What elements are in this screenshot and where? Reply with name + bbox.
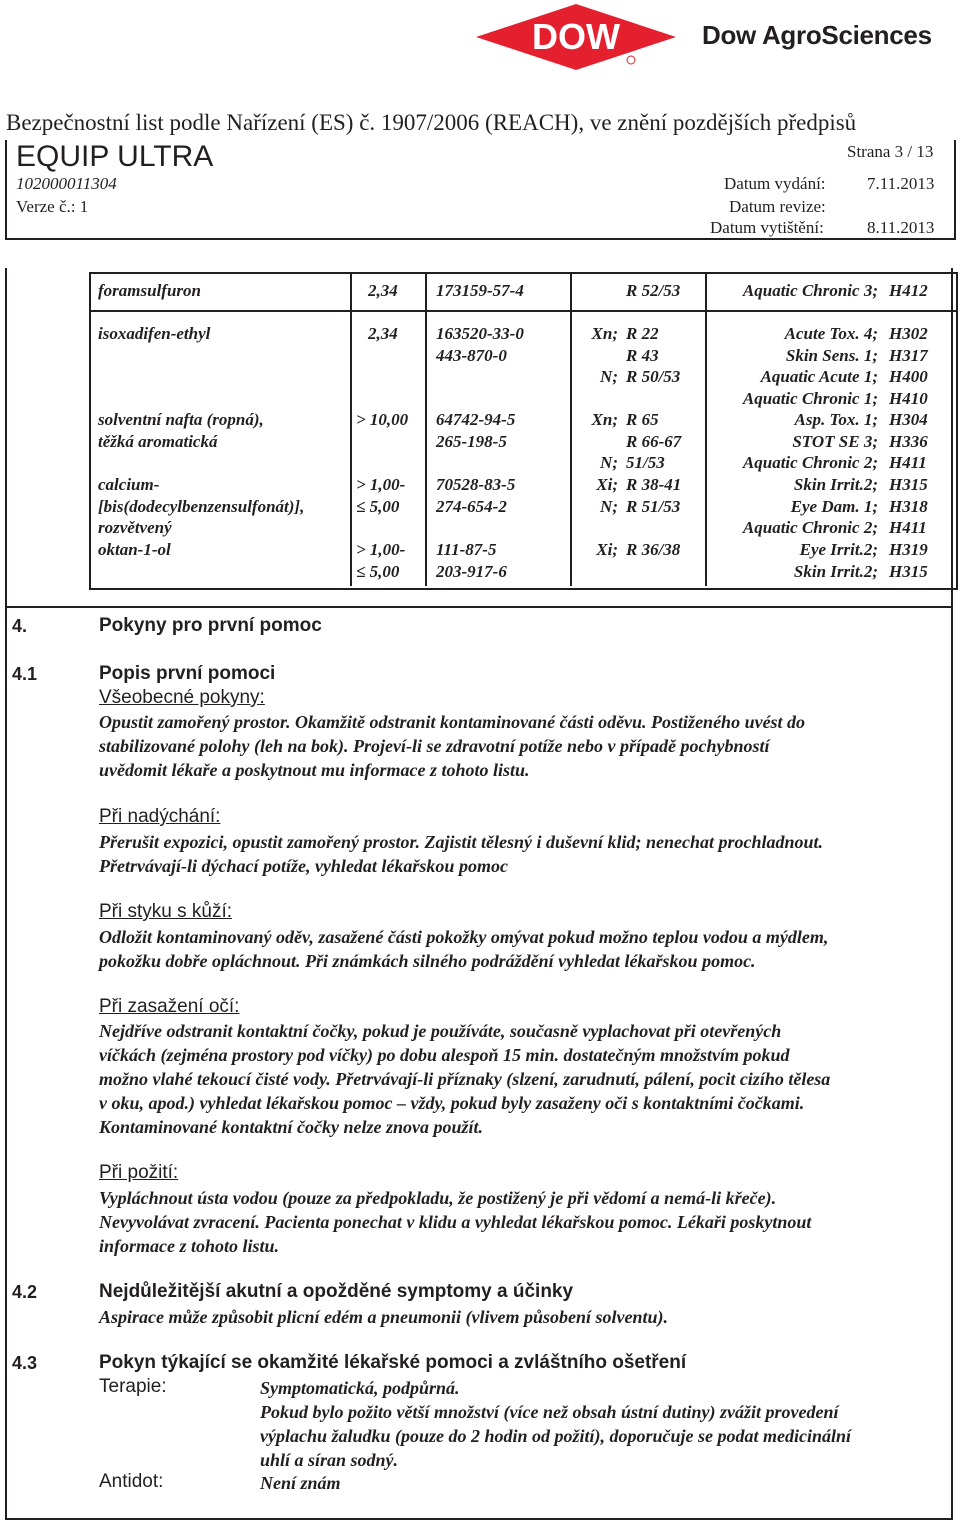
symbol [570, 431, 618, 453]
ec-number: 203-917-6 [436, 561, 507, 581]
revision-label: Datum revize: [729, 197, 826, 216]
hazard-category: Aquatic Chronic 2; [742, 518, 878, 538]
eye-instructions: Nejdříve odstranit kontaktní čočky, pokud je používáte, současně vyplachovat při otevřených víčkách (zejména prostory pod víčky) po dobu alespoň 15 min. dostatečným množstvím pokud možno vlahé tekoucí čisté vody. Přetrvávají-li příznaky (slzení, zarudnutí, pálení, pocit cizího tělesa v oku, apod.) vyhledat lékařskou pomoc – vždy, pokud byly zasaženy oči s kontaktními čočkami. Kontaminované kontaktní čočky nelze znova použít. [99, 1021, 831, 1137]
brand-name: Dow AgroSciences [702, 20, 932, 50]
r-phrase: R 43 [626, 345, 659, 365]
dow-diamond-logo [476, 2, 676, 72]
subsection-title: Pokyn týkající se okamžité lékařské pomoci a zvláštního ošetření [99, 1352, 687, 1373]
table-col-divider [425, 272, 427, 586]
hazard-category: Aquatic Chronic 3; [742, 281, 878, 300]
symbol: Xn; [591, 324, 618, 343]
version: Verze č.: 1 [16, 197, 89, 216]
product-name: EQUIP ULTRA [16, 140, 214, 173]
table-row [98, 280, 201, 302]
cas-number: 111-87-5 [436, 540, 497, 559]
antidote-text: Není znám [260, 1473, 341, 1493]
hazard-category: Eye Dam. 1; [790, 496, 878, 516]
therapy-text: Symptomatická, podpůrná. Pokud bylo požito větší množství (více než obsah ústní dutiny) zvážit provedení výplachu žaludku (pouze do 2 hodin od požití), doporučuje se podat medicinální uhlí a síran sodný. [260, 1378, 852, 1470]
h-statement: H336 [889, 431, 928, 451]
r-phrase: R 52/53 [626, 281, 681, 300]
h-statement: H400 [889, 367, 928, 387]
symbol: Xn; [591, 410, 618, 429]
concentration: > 10,00 [356, 410, 409, 429]
logo-text: DOW [532, 16, 620, 57]
inhalation-instructions: Přerušit expozici, opustit zamořený prostor. Zajistit tělesný i duševní klid; nenechat prochladnout. Přetrvávají-li dýchací potíže, vyhledat lékařskou pomoc [99, 832, 824, 876]
substance-name: isoxadifen-ethyl [98, 324, 211, 343]
hazard-category: Aquatic Acute 1; [760, 367, 878, 387]
h-statement: H412 [889, 281, 928, 300]
section-divider [5, 606, 953, 608]
concentration: > 1,00- [356, 475, 406, 494]
h-statement: H304 [889, 410, 928, 429]
skin-instructions: Odložit kontaminovaný oděv, zasažené části pokožky omývat pokud možno teplou vodou a mýdlem, pokožku dobře opláchnout. Při známkách silného podráždění vyhledat lékařskou pomoc. [99, 927, 829, 971]
print-label: Datum vytištění: [710, 218, 824, 237]
section-bottom-line [5, 1518, 953, 1520]
r-phrase: R 22 [626, 324, 659, 343]
r-phrase: R 50/53 [626, 367, 681, 387]
hazard-category: Skin Irrit.2; [793, 561, 878, 581]
h-statement: H318 [889, 496, 928, 516]
substance-name: těžká aromatická [98, 431, 218, 451]
h-statement: H302 [889, 324, 928, 343]
general-instructions: Opustit zamořený prostor. Okamžitě odstranit kontaminované části oděvu. Postiženého uvést do stabilizované polohy (leh na bok). Projeví-li se zdravotní potíže nebo v případě pochybností uvědomit lékaře a poskytnout mu informace z tohoto listu. [99, 712, 806, 780]
table-col-divider [350, 272, 352, 586]
concentration: 2,34 [368, 324, 398, 343]
issue-date: 7.11.2013 [867, 174, 935, 193]
r-phrase: 51/53 [626, 453, 665, 473]
cas-number: 163520-33-0 [436, 324, 524, 343]
section-title: Pokyny pro první pomoc [99, 615, 322, 636]
hazard-category: Aquatic Chronic 1; [742, 388, 878, 408]
antidote-label: Antidot: [99, 1471, 164, 1492]
table-row [98, 323, 210, 345]
hazard-category: Eye Irrit.2; [799, 540, 878, 559]
skin-label: Při styku s kůží: [99, 901, 233, 922]
symptoms-text: Aspirace může způsobit plicní edém a pneumonii (vlivem působení solventu). [99, 1307, 669, 1327]
substance-name: rozvětvený [98, 518, 172, 538]
r-phrase: R 51/53 [626, 496, 681, 516]
h-statement: H315 [889, 475, 928, 494]
substance-name: oktan-1-ol [98, 540, 171, 559]
symbol [570, 345, 618, 367]
subsection-number: 4.1 [12, 664, 38, 684]
h-statement: H319 [889, 540, 928, 559]
ec-number: 443-870-0 [436, 345, 507, 365]
symbol: Xi; [596, 475, 618, 494]
symbol: N; [600, 453, 618, 473]
product-code: 102000011304 [16, 174, 117, 193]
concentration: ≤ 5,00 [356, 561, 400, 581]
hazard-category: Aquatic Chronic 2; [742, 453, 878, 473]
subsection-number: 4.2 [12, 1282, 38, 1302]
table-row [98, 409, 264, 452]
table-row [98, 474, 304, 539]
substance-name: [bis(dodecylbenzensulfonát)], [98, 496, 305, 516]
inhalation-label: Při nadýchání: [99, 806, 221, 827]
therapy-label: Terapie: [99, 1376, 167, 1397]
hazard-category: Asp. Tox. 1; [794, 410, 878, 429]
substance-name: solventní nafta (ropná), [98, 410, 264, 429]
symbol: N; [600, 367, 618, 387]
subsection-title: Popis první pomoci [99, 663, 276, 684]
h-statement: H410 [889, 388, 928, 408]
print-date: 8.11.2013 [867, 218, 935, 237]
eye-label: Při zasažení očí: [99, 996, 240, 1017]
cas-number: 64742-94-5 [436, 410, 516, 429]
table-row [98, 539, 171, 561]
subsection-title: Nejdůležitější akutní a opožděné symptomy a účinky [99, 1281, 574, 1302]
symbol: N; [600, 496, 618, 516]
symbol: Xi; [596, 540, 618, 559]
concentration: 2,34 [368, 281, 398, 300]
document-title: Bezpečnostní list podle Nařízení (ES) č. 1907/2006 (REACH), ve znění pozdějších předpisů [6, 110, 857, 135]
ec-number: 265-198-5 [436, 431, 507, 451]
hazard-category: Skin Irrit.2; [793, 475, 878, 494]
ingestion-instructions: Vypláchnout ústa vodou (pouze za předpokladu, že postižený je při vědomí a nemá-li křeče). Nevyvolávat zvracení. Pacienta ponechat v klidu a vyhledat lékařskou pomoc. Lékaři poskytnout informace z tohoto listu. [99, 1188, 812, 1256]
substance-name: foramsulfuron [98, 281, 201, 300]
concentration: > 1,00- [356, 540, 406, 559]
h-statement: H317 [889, 345, 928, 365]
concentration: ≤ 5,00 [356, 496, 400, 516]
general-label: Všeobecné pokyny: [99, 687, 265, 708]
ec-number: 274-654-2 [436, 496, 507, 516]
r-phrase: R 38-41 [626, 475, 682, 494]
page-number: Strana 3 / 13 [847, 142, 934, 161]
r-phrase: R 66-67 [626, 431, 682, 451]
section-number: 4. [12, 616, 28, 636]
substance-name: calcium- [98, 475, 160, 494]
r-phrase: R 65 [626, 410, 659, 429]
h-statement: H411 [889, 518, 927, 538]
hazard-category: Skin Sens. 1; [785, 345, 878, 365]
ingestion-label: Při požití: [99, 1162, 179, 1183]
cas-number: 173159-57-4 [436, 281, 524, 300]
r-phrase: R 36/38 [626, 540, 681, 559]
frame-left [5, 268, 7, 1520]
h-statement: H315 [889, 561, 928, 581]
cas-number: 70528-83-5 [436, 475, 516, 494]
hazard-category: Acute Tox. 4; [784, 324, 878, 343]
h-statement: H411 [889, 453, 927, 473]
subsection-number: 4.3 [12, 1353, 38, 1373]
issue-label: Datum vydání: [724, 174, 826, 193]
hazard-category: STOT SE 3; [792, 431, 878, 451]
table-row-divider [89, 310, 956, 312]
